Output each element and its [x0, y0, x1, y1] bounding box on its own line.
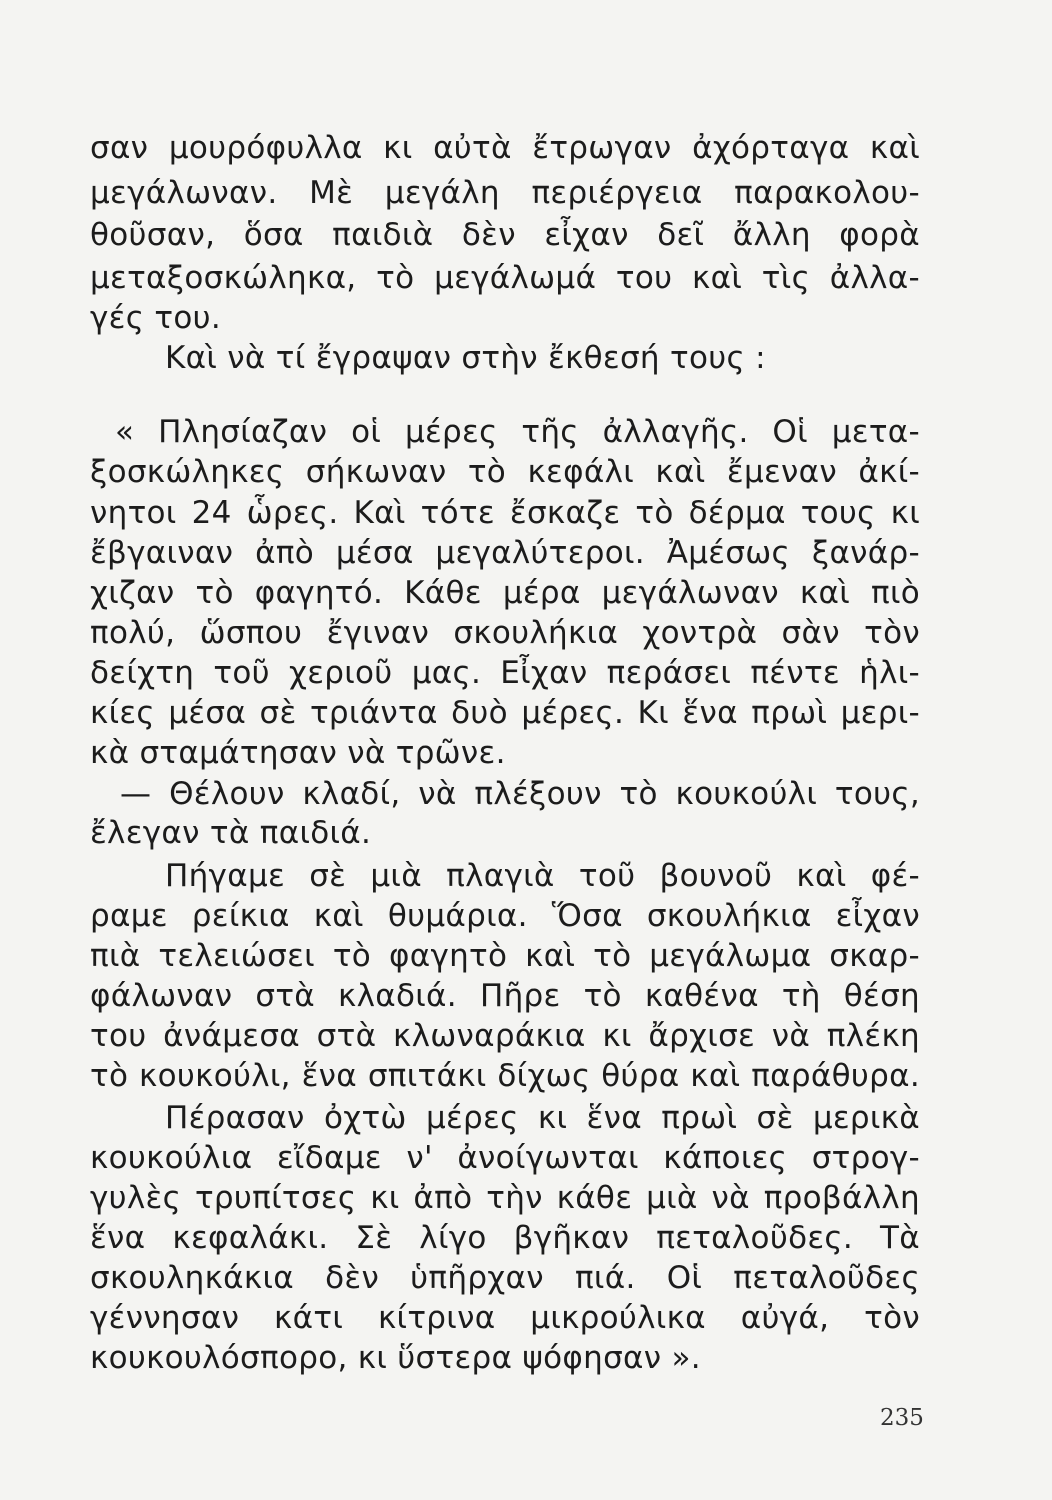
text-line: « Πλησίαζαν οἱ μέρες τῆς ἀλλαγῆς. Οἱ μετα- [115, 414, 920, 450]
text-line: γές του. [90, 300, 221, 336]
text-line: — Θέλουν κλαδί, νὰ πλέξουν τὸ κουκούλι τους, [120, 776, 920, 812]
text-line: σαν μουρόφυλλα κι αὐτὰ ἔτρωγαν ἀχόρταγα καὶ [90, 130, 920, 166]
text-line: πιὰ τελειώσει τὸ φαγητὸ καὶ τὸ μεγάλωμα σκαρ- [90, 938, 920, 974]
text-line: μεγάλωναν. Μὲ μεγάλη περιέργεια παρακολου- [90, 175, 920, 211]
text-line: φάλωναν στὰ κλαδιά. Πῆρε τὸ καθένα τὴ θέση [90, 978, 920, 1014]
text-line: κουκούλια εἴδαμε ν' ἀνοίγωνται κάποιες στρογ- [90, 1140, 920, 1176]
text-line: ραμε ρείκια καὶ θυμάρια. Ὅσα σκουλήκια εἶχαν [90, 898, 920, 934]
text-line: ἔβγαιναν ἀπὸ μέσα μεγαλύτεροι. Ἀμέσως ξανάρ- [90, 535, 920, 571]
text-line: σκουληκάκια δὲν ὑπῆρχαν πιά. Οἱ πεταλοῦδες [90, 1260, 920, 1296]
text-line: δείχτη τοῦ χεριοῦ μας. Εἶχαν περάσει πέντε ἡλι- [90, 655, 920, 691]
text-line: γέννησαν κάτι κίτρινα μικρούλικα αὐγά, τὸν [90, 1300, 920, 1336]
text-line: κουκουλόσπορο, κι ὕστερα ψόφησαν ». [90, 1340, 701, 1376]
text-line: πολύ, ὥσπου ἔγιναν σκουλήκια χοντρὰ σὰν τὸν [90, 615, 920, 651]
text-line: ἔλεγαν τὰ παιδιά. [90, 815, 372, 851]
text-line: μεταξοσκώληκα, τὸ μεγάλωμά του καὶ τὶς ἀλλα- [90, 260, 920, 296]
text-line: γυλὲς τρυπίτσες κι ἀπὸ τὴν κάθε μιὰ νὰ προβάλλη [90, 1180, 920, 1216]
text-line: νητοι 24 ὧρες. Καὶ τότε ἔσκαζε τὸ δέρμα τους κι [90, 495, 920, 531]
text-line: χιζαν τὸ φαγητό. Κάθε μέρα μεγάλωναν καὶ πιὸ [90, 575, 920, 611]
text-line: Καὶ νὰ τί ἔγραψαν στὴν ἔκθεσή τους : [165, 340, 766, 376]
text-line: ἕνα κεφαλάκι. Σὲ λίγο βγῆκαν πεταλοῦδες. Τὰ [90, 1220, 920, 1256]
text-line: Πήγαμε σὲ μιὰ πλαγιὰ τοῦ βουνοῦ καὶ φέ- [165, 858, 920, 894]
text-line: θοῦσαν, ὅσα παιδιὰ δὲν εἶχαν δεῖ ἄλλη φορὰ [90, 217, 920, 253]
text-line: του ἀνάμεσα στὰ κλωναράκια κι ἄρχισε νὰ πλέκη [90, 1018, 920, 1054]
text-line: τὸ κουκούλι, ἕνα σπιτάκι δίχως θύρα καὶ παράθυρα. [90, 1058, 920, 1094]
page-number: 235 [880, 1405, 924, 1431]
text-line: Πέρασαν ὀχτὼ μέρες κι ἕνα πρωὶ σὲ μερικὰ [165, 1100, 920, 1136]
text-line: κίες μέσα σὲ τριάντα δυὸ μέρες. Κι ἕνα πρωὶ μερι- [90, 695, 920, 731]
text-line: κὰ σταμάτησαν νὰ τρῶνε. [90, 735, 506, 771]
text-line: ξοσκώληκες σήκωναν τὸ κεφάλι καὶ ἔμεναν ἀκί- [90, 454, 920, 490]
